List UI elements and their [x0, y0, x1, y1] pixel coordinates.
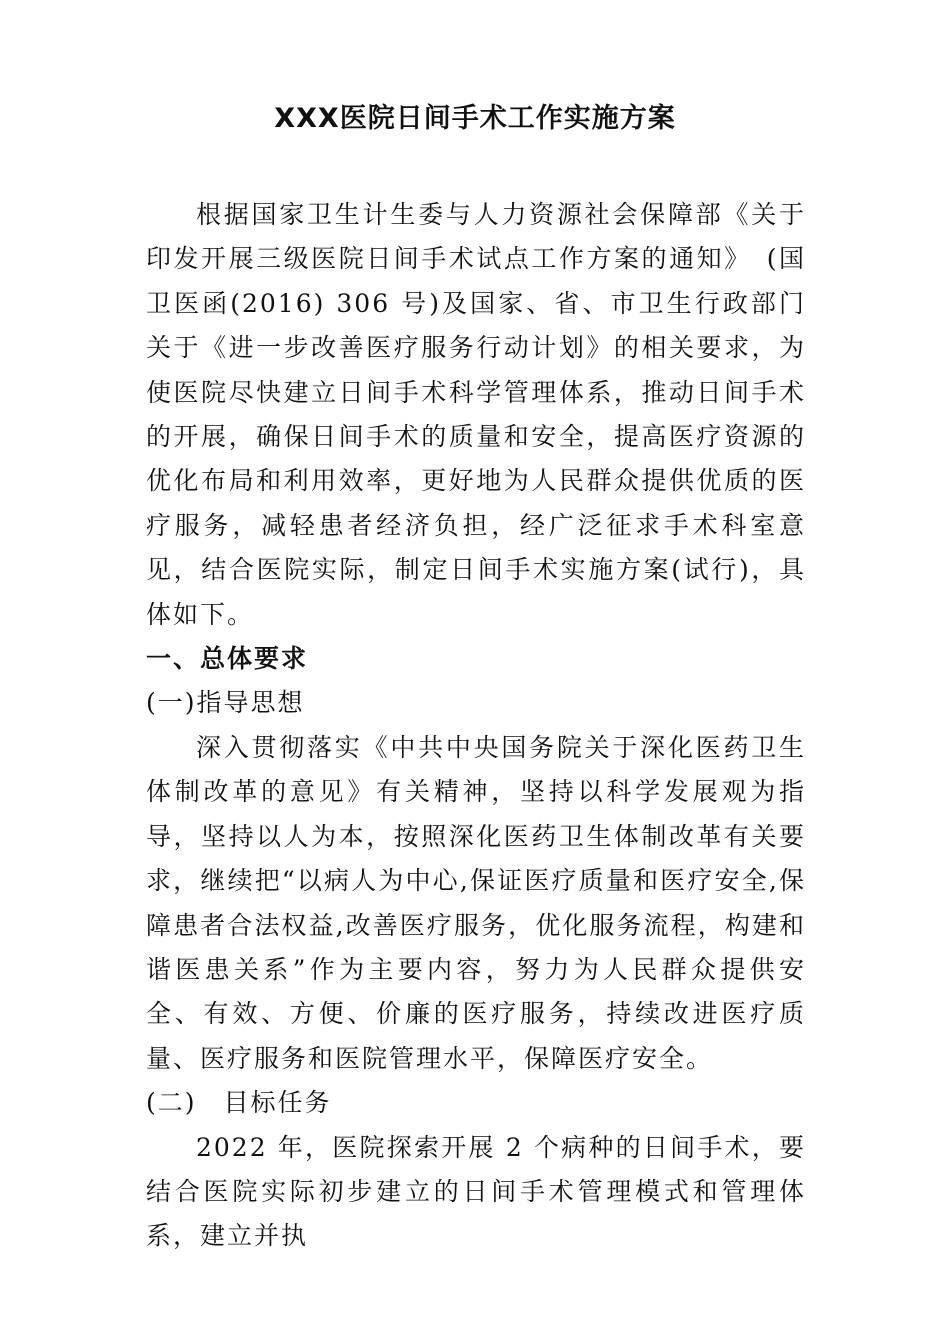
intro-paragraph: 根据国家卫生计生委与人力资源社会保障部《关于印发开展三级医院日间手术试点工作方案的通知》 (国卫医函(2016) 306 号)及国家、省、市卫生行政部门关于《进一步改善医疗服务行动计划》的相关要求，为使医院尽快建立日间手术科学管理体系，推动日间手术的开展，确保日间手术的质量和安全，提高医疗资源的优化布局和利用效率，更好地为人民群众提供优质的医疗服务，减轻患者经济负担，经广泛征求手术科室意见，结合医院实际，制定日间手术实施方案(试行)，具体如下。	[146, 200, 806, 629]
guiding-ideology-paragraph: 深入贯彻落实《中共中央国务院关于深化医药卫生体制改革的意见》有关精神，坚持以科学发展观为指导，坚持以人为本，按照深化医药卫生体制改革有关要求，继续把“以病人为中心,保证医疗质量和医疗安全,保障患者合法权益,改善医疗服务，优化服务流程，构建和谐医患关系”作为主要内容，努力为人民群众提供安全、有效、方便、价廉的医疗服务，持续改进医疗质量、医疗服务和医院管理水平，保障医疗安全。	[146, 732, 806, 1073]
goals-tasks-paragraph: 2022 年，医院探索开展 2 个病种的日间手术，要结合医院实际初步建立的日间手术管理模式和管理体系，建立并执	[146, 1132, 806, 1251]
document-body	[146, 193, 806, 1259]
section-heading-overall-requirements: 一、总体要求	[146, 644, 309, 674]
subsection-heading-goals-tasks: (二) 目标任务	[146, 1088, 332, 1118]
subsection-heading-guiding-ideology: (一)指导思想	[146, 688, 305, 718]
document-title: XXX医院日间手术工作实施方案	[274, 103, 676, 134]
